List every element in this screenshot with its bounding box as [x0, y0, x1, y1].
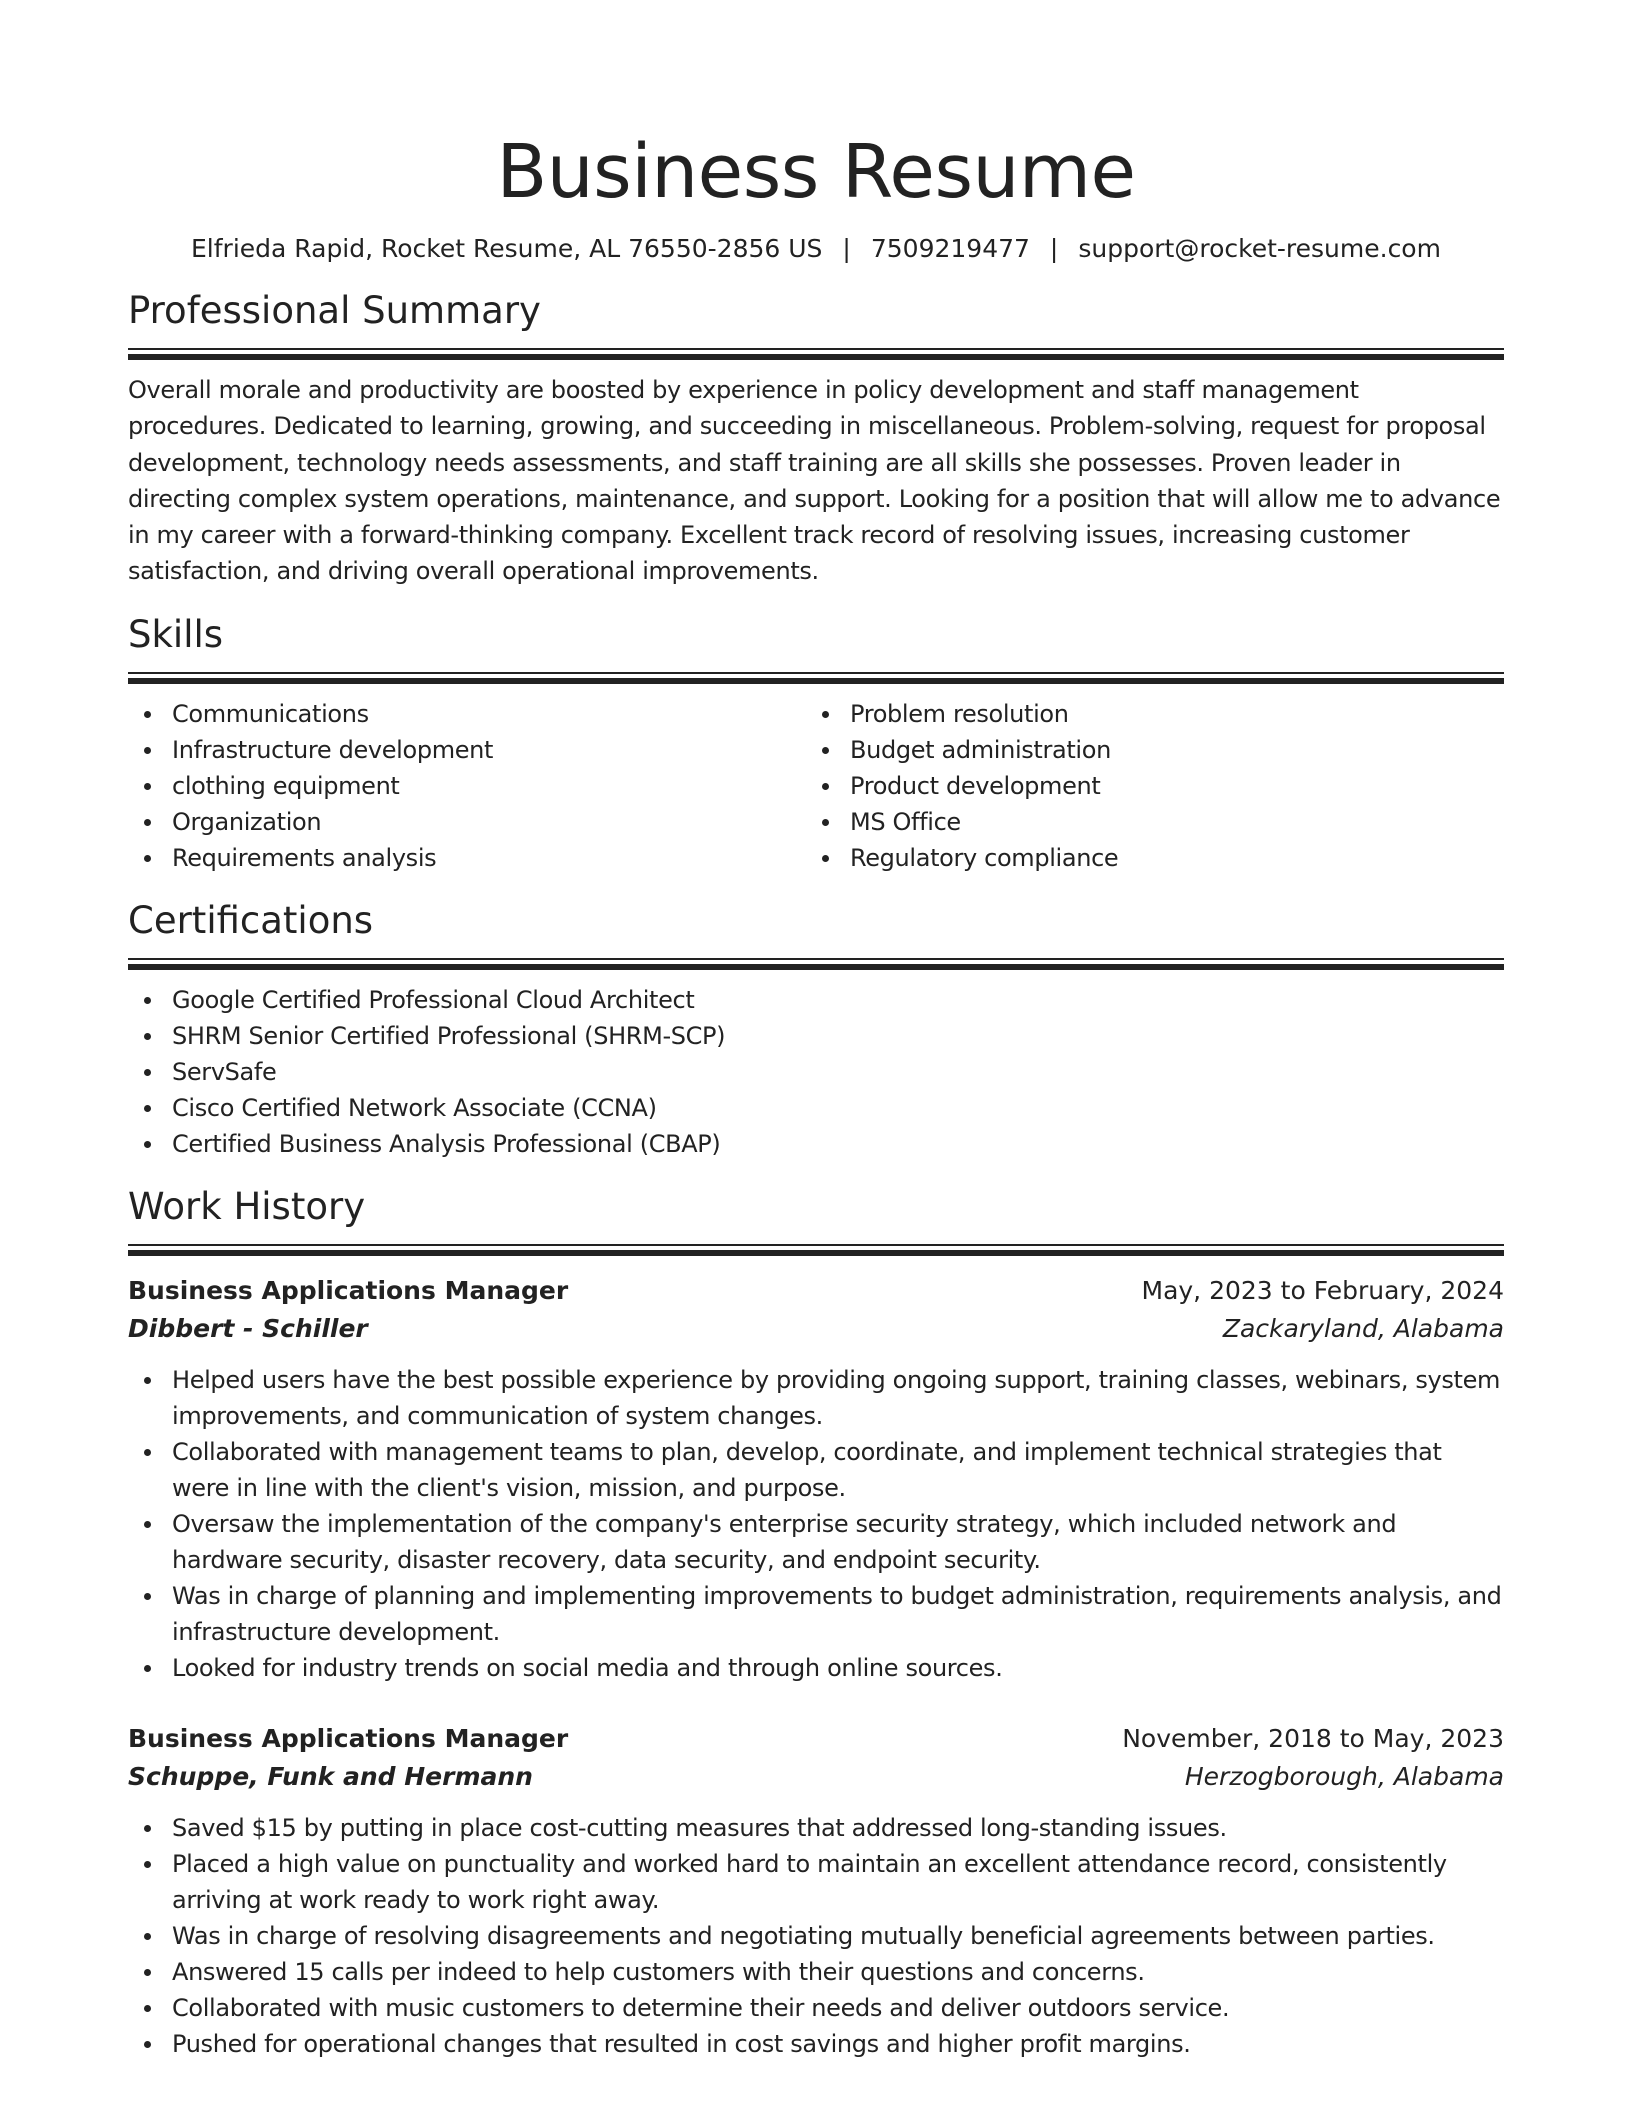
- skill-item: Organization: [128, 804, 806, 840]
- section-heading: Work History: [128, 1184, 366, 1228]
- contact-email: support@rocket-resume.com: [1078, 234, 1441, 263]
- job-entry: [128, 1720, 1504, 2062]
- job-bullet: Was in charge of planning and implementing improvements to budget administration, requirements analysis, and infrastructure development.: [128, 1578, 1504, 1650]
- skill-item: Budget administration: [806, 732, 1484, 768]
- job-bullet: Collaborated with music customers to determine their needs and deliver outdoors service.: [128, 1990, 1504, 2026]
- professional-summary-section: [128, 286, 1504, 590]
- job-bullet: Saved $15 by putting in place cost-cutting measures that addressed long-standing issues.: [128, 1810, 1504, 1846]
- skills-section: [128, 610, 1504, 876]
- job-bullets: [128, 1362, 1504, 1686]
- job-header: [128, 1272, 1504, 1310]
- skills-grid: [128, 684, 1504, 876]
- section-divider: [128, 348, 1504, 360]
- job-bullet: Collaborated with management teams to plan, develop, coordinate, and implement technical strategies that were in line with the client's vision, mission, and purpose.: [128, 1434, 1504, 1506]
- skill-item: Requirements analysis: [128, 840, 806, 876]
- resume-title: Business Resume: [496, 129, 1136, 215]
- job-bullet: Helped users have the best possible experience by providing ongoing support, training classes, webinars, system improvements, and communication of system changes.: [128, 1362, 1504, 1434]
- section-heading: Certifications: [128, 898, 374, 942]
- certification-item: ServSafe: [128, 1054, 1504, 1090]
- certification-item: Google Certified Professional Cloud Architect: [128, 982, 1504, 1018]
- job-location: Herzogborough, Alabama: [1184, 1761, 1504, 1791]
- skill-item: clothing equipment: [128, 768, 806, 804]
- job-company: Schuppe, Funk and Hermann: [128, 1761, 533, 1791]
- job-subheader: [128, 1310, 1504, 1348]
- job-title: Business Applications Manager: [128, 1723, 569, 1753]
- contact-separator: |: [842, 234, 851, 263]
- certification-item: SHRM Senior Certified Professional (SHRM-SCP): [128, 1018, 1504, 1054]
- section-heading: Professional Summary: [128, 289, 541, 332]
- skills-list-right: [806, 696, 1484, 876]
- certification-item: Cisco Certified Network Associate (CCNA): [128, 1090, 1504, 1126]
- skill-item: Product development: [806, 768, 1484, 804]
- job-bullet: Placed a high value on punctuality and worked hard to maintain an excellent attendance record, consistently arriving at work ready to work right away.: [128, 1846, 1504, 1918]
- skill-item: Communications: [128, 696, 806, 732]
- job-dates: May, 2023 to February, 2024: [1141, 1275, 1504, 1305]
- job-bullet: Oversaw the implementation of the company's enterprise security strategy, which included network and hardware security, disaster recovery, data security, and endpoint security.: [128, 1506, 1504, 1578]
- work-history-section: [128, 1182, 1504, 2062]
- job-location: Zackaryland, Alabama: [1222, 1313, 1504, 1343]
- skill-item: Infrastructure development: [128, 732, 806, 768]
- job-header: [128, 1720, 1504, 1758]
- certifications-list: [128, 982, 1504, 1162]
- section-heading: Skills: [128, 612, 224, 656]
- job-bullet: Pushed for operational changes that resulted in cost savings and higher profit margins.: [128, 2026, 1504, 2062]
- job-subheader: [128, 1758, 1504, 1796]
- certifications-section: [128, 896, 1504, 1162]
- certification-item: Certified Business Analysis Professional (CBAP): [128, 1126, 1504, 1162]
- contact-separator: |: [1049, 234, 1059, 263]
- skills-list-left: [128, 696, 806, 876]
- contact-line: [128, 232, 1504, 266]
- job-bullet: Answered 15 calls per indeed to help customers with their questions and concerns.: [128, 1954, 1504, 1990]
- job-company: Dibbert - Schiller: [128, 1313, 368, 1343]
- section-divider: [128, 672, 1504, 684]
- job-dates: November, 2018 to May, 2023: [1122, 1723, 1504, 1753]
- job-title: Business Applications Manager: [128, 1275, 569, 1305]
- section-divider: [128, 958, 1504, 970]
- skill-item: Regulatory compliance: [806, 840, 1484, 876]
- summary-text: Overall morale and productivity are boosted by experience in policy development and staff management procedures. Dedicated to learning, growing, and succeeding in miscellaneous. Problem-solving, request for proposal development, technology needs assessments, and staff training are all skills she possesses. Proven leader in directing complex system operations, maintenance, and support. Looking for a position that will allow me to advance in my career with a forward-thinking company. Excellent track record of resolving issues, increasing customer satisfaction, and driving overall operational improvements.: [128, 376, 1501, 586]
- resume-page: [128, 0, 1504, 2062]
- job-bullets: [128, 1810, 1504, 2062]
- skill-item: MS Office: [806, 804, 1484, 840]
- job-bullet: Looked for industry trends on social media and through online sources.: [128, 1650, 1504, 1686]
- job-bullet: Was in charge of resolving disagreements and negotiating mutually beneficial agreements between parties.: [128, 1918, 1504, 1954]
- section-divider: [128, 1244, 1504, 1256]
- contact-phone: 7509219477: [870, 234, 1030, 263]
- skill-item: Problem resolution: [806, 696, 1484, 732]
- job-entry: [128, 1272, 1504, 1686]
- contact-address: Elfrieda Rapid, Rocket Resume, AL 76550-2856 US: [191, 234, 823, 263]
